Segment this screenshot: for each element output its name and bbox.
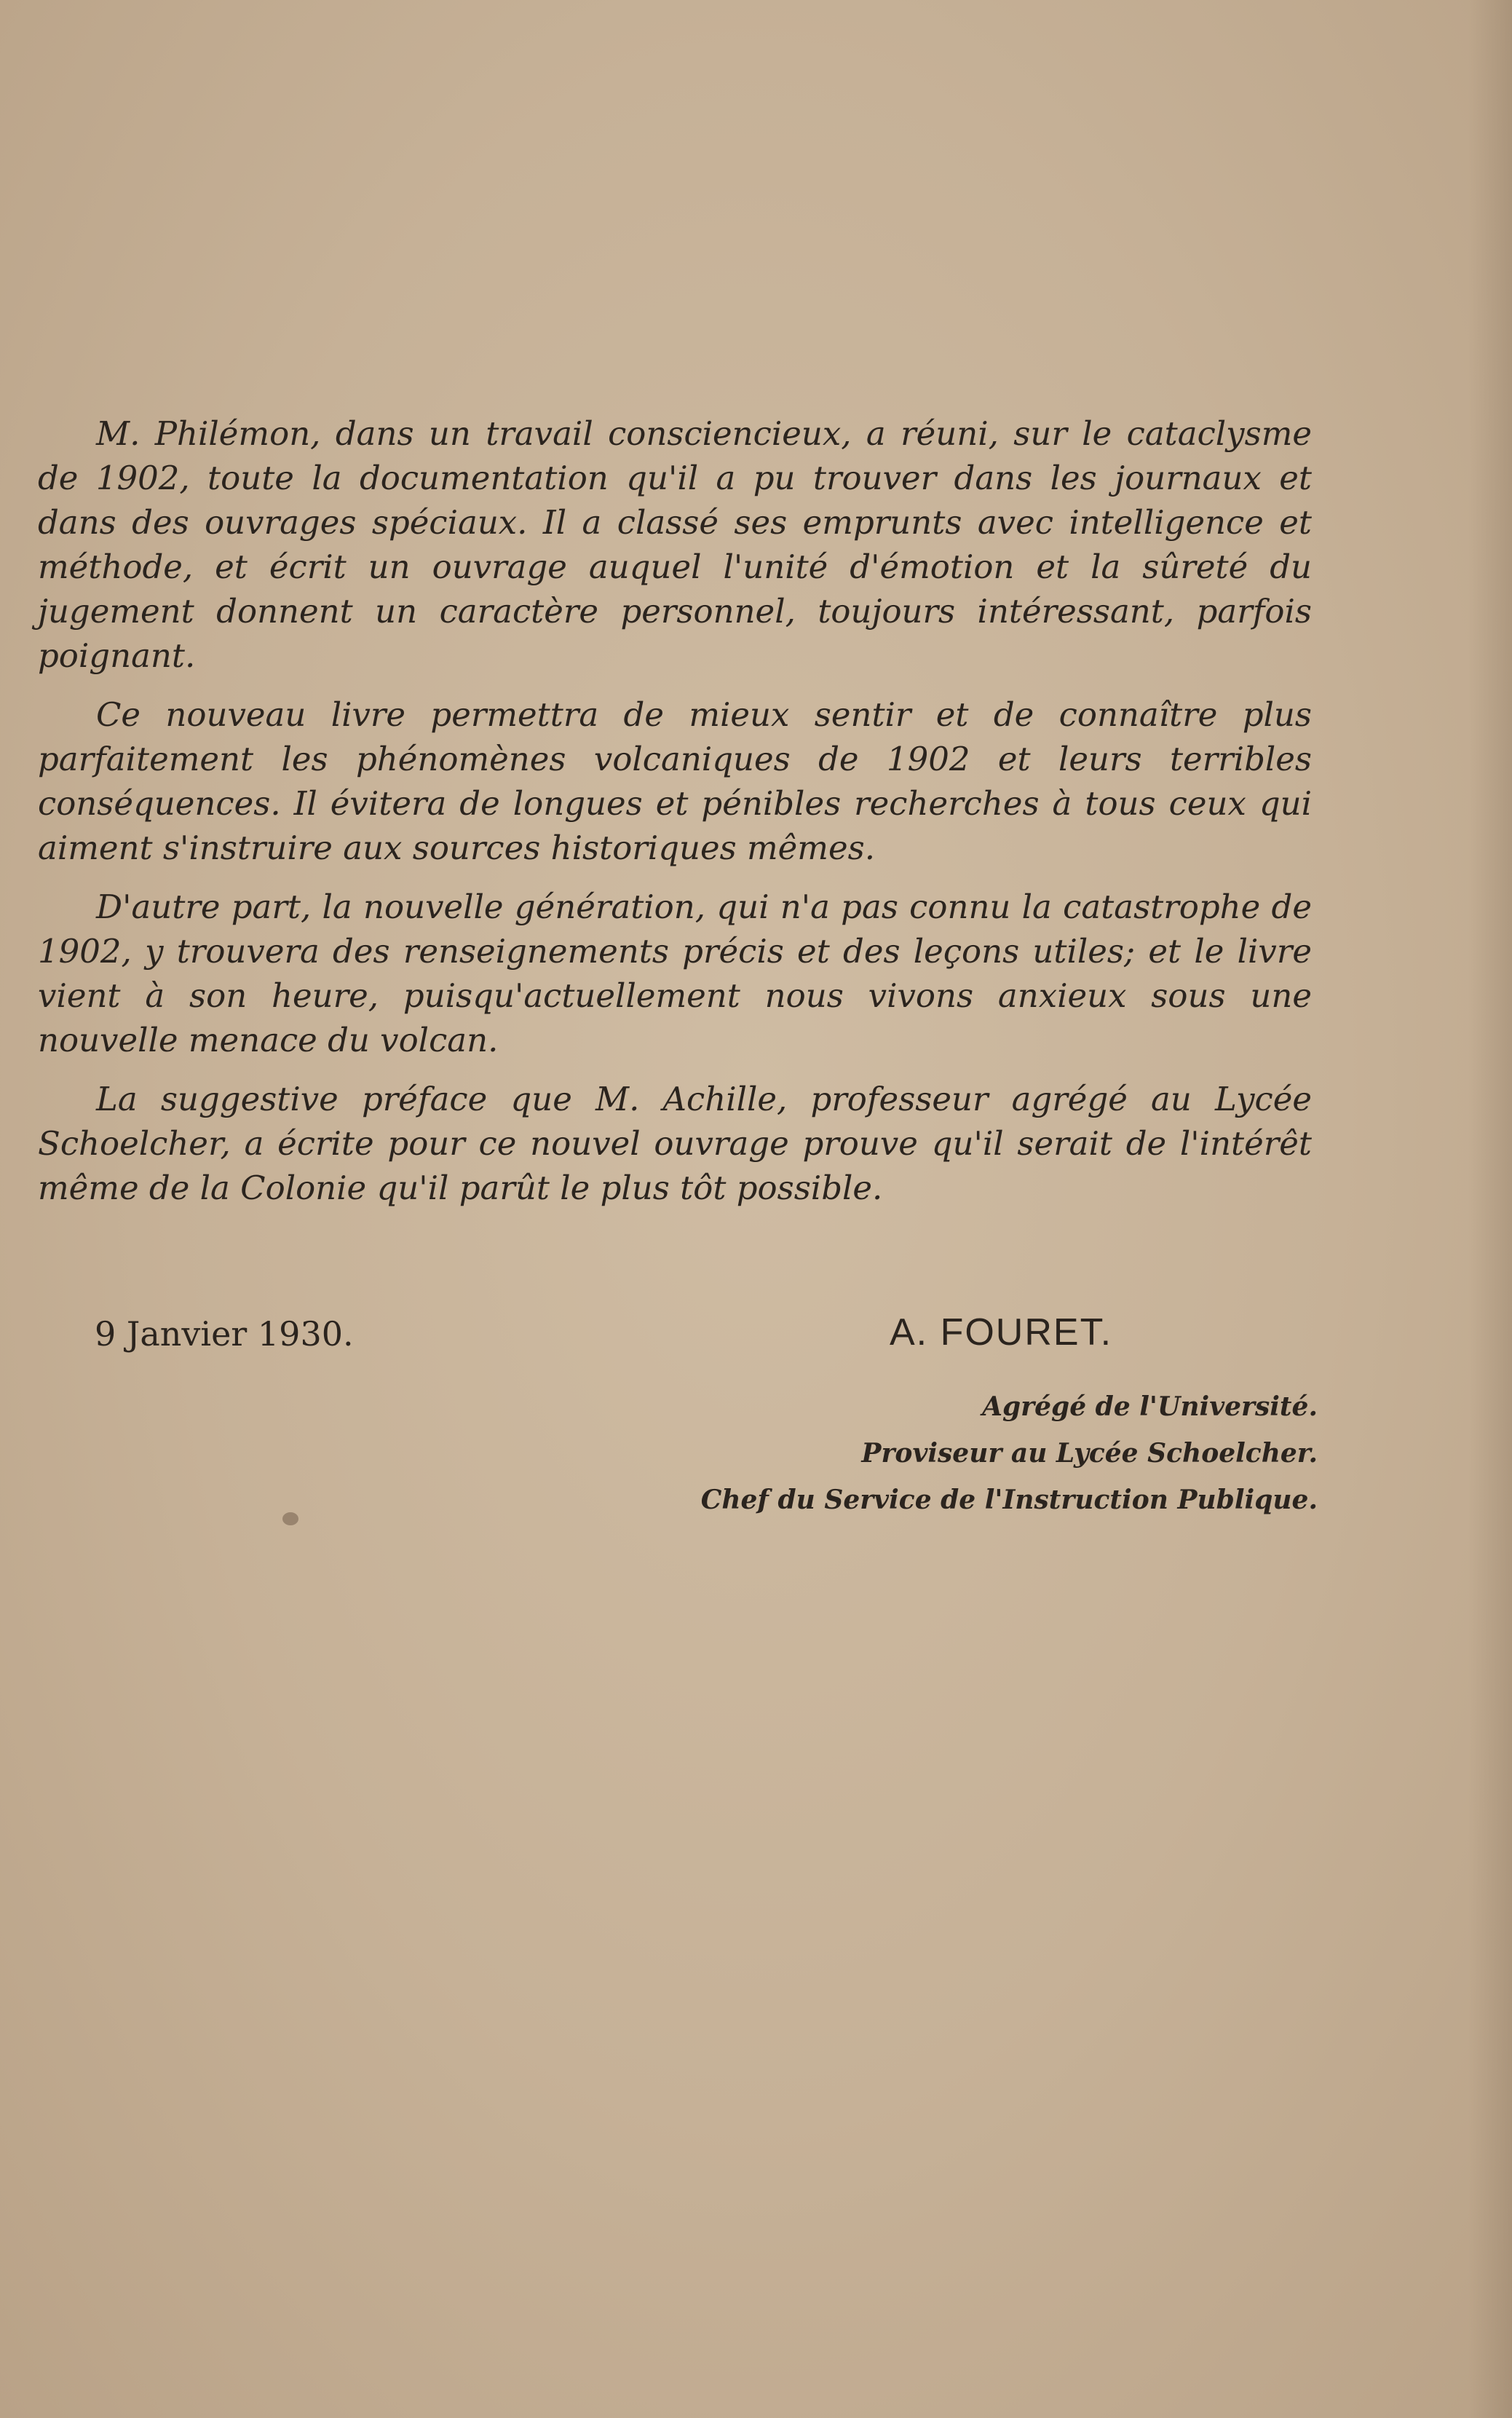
paragraph-2: Ce nouveau livre permettra de mieux sentir et de connaître plus parfaitement les phénomènes volcaniques de 1902 et leurs terribles conséquences. Il évitera de longues et pénibles recherches à tous ceux qui aiment s'instruire aux sources historiques mêmes. [38,695,1312,867]
signature-name: A. FOURET. [890,1311,1113,1354]
paragraph-4: La suggestive préface que M. Achille, professeur agrégé au Lycée Schoelcher, a écrite pour ce nouvel ouvrage prouve qu'il serait de l'intérêt même de la Colonie qu'il parût le plus tôt possible. [38,1080,1312,1207]
letter-body [38,411,1312,1225]
ink-speck [282,1512,298,1525]
letter-date: 9 Janvier 1930. [95,1314,354,1354]
paragraph-1: M. Philémon, dans un travail consciencieux, a réuni, sur le cataclysme de 1902, toute la documentation qu'il a pu trouver dans les journaux et dans des ouvrages spéciaux. Il a classé ses emprunts avec intelligence et méthode, et écrit un ouvrage auquel l'unité d'émotion et la sûreté du jugement donnent un caractère personnel, toujours intéressant, parfois poignant. [38,414,1312,675]
title-line-1: Agrégé de l'Université. [982,1391,1318,1422]
title-line-2: Proviseur au Lycée Schoelcher. [861,1438,1318,1469]
signatory-titles [641,1383,1318,1523]
paragraph-3: D'autre part, la nouvelle génération, qui n'a pas connu la catastrophe de 1902, y trouvera des renseignements précis et des leçons utiles; et le livre vient à son heure, puisqu'actuellement nous vivons anxieux sous une nouvelle menace du volcan. [38,888,1312,1059]
title-line-3: Chef du Service de l'Instruction Publique. [700,1485,1318,1515]
